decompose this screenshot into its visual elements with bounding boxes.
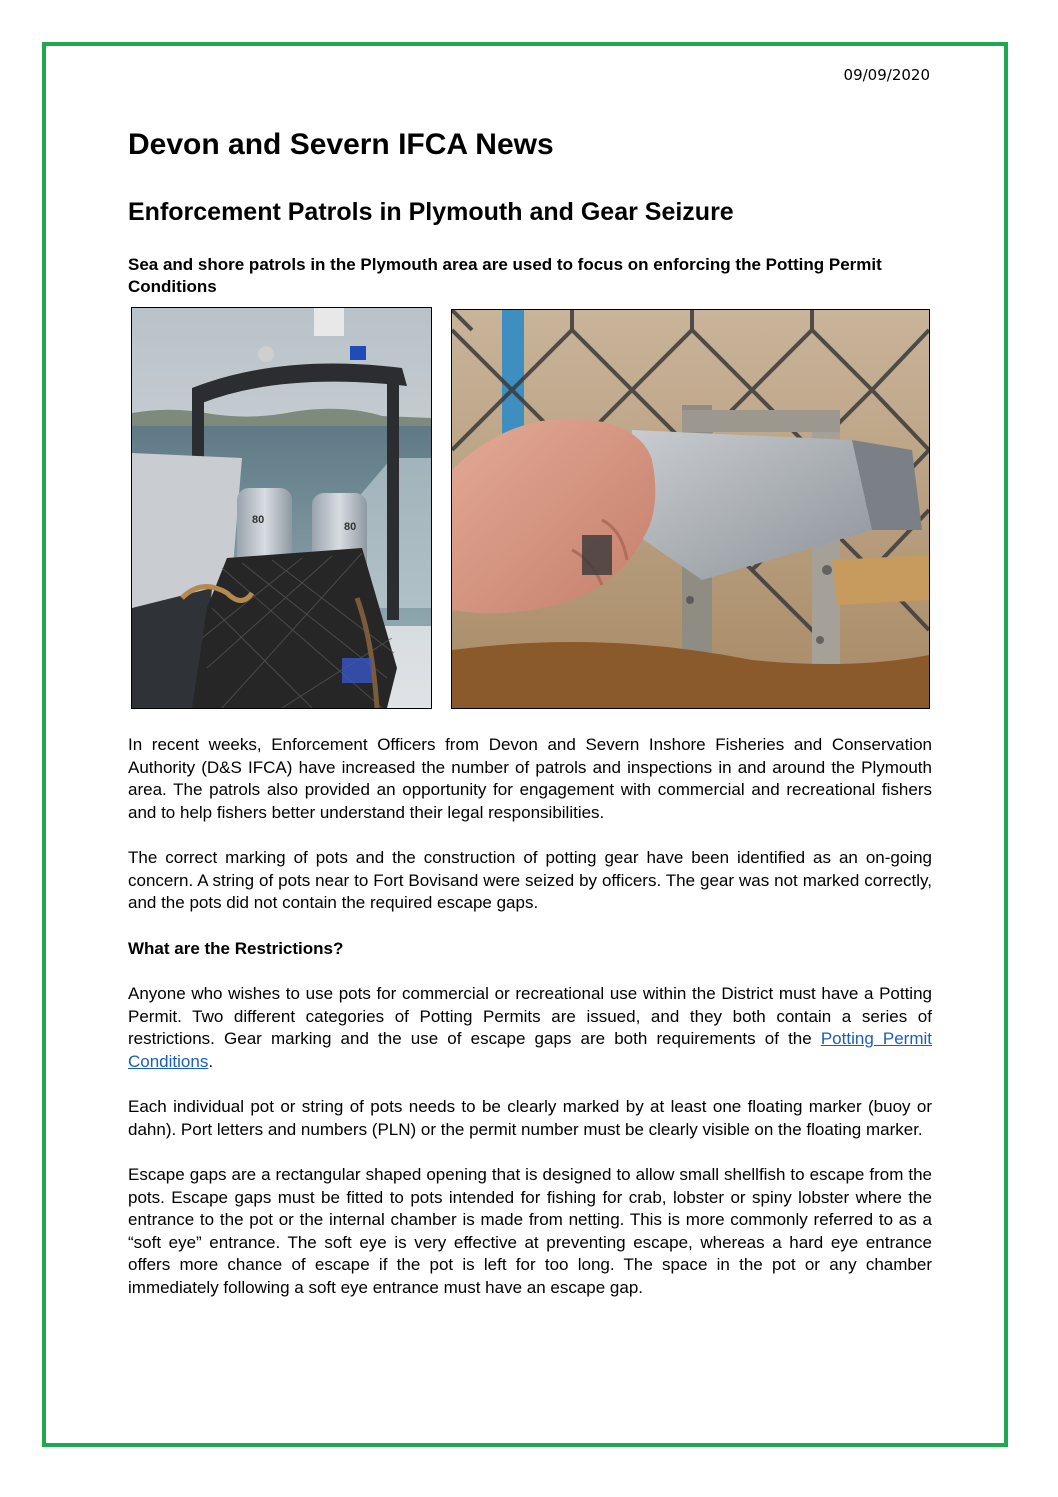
paragraph-permit — [128, 983, 932, 1073]
article-headline: Enforcement Patrols in Plymouth and Gear Seizure — [128, 198, 734, 226]
article-body — [128, 734, 932, 1322]
engine-label-left: 80 — [252, 514, 265, 526]
publication-date: 09/09/2020 — [843, 66, 930, 84]
paragraph-permit-text: Anyone who wishes to use pots for commercial or recreational use within the District must have a Potting Permit. Two different categories of Potting Permits are issued, and they both contain a series of restrictions. Gear marking and the use of escape gaps are both requirements of the — [128, 984, 932, 1048]
escape-gap-gauge-photo — [451, 309, 930, 709]
subheading-restrictions: What are the Restrictions? — [128, 938, 344, 958]
paragraph-patrols: In recent weeks, Enforcement Officers from Devon and Severn Inshore Fisheries and Conservation Authority (D&S IFCA) have increased the number of patrols and inspections in and around the Plymouth area. The patrols also provided an opportunity for engagement with commercial and recreational fishers and to help fishers better understand their legal responsibilities. — [128, 735, 932, 822]
paragraph-marking: Each individual pot or string of pots needs to be clearly marked by at least one floating marker (buoy or dahn). Port letters and numbers (PLN) or the permit number must be clearly visible on the floating marker. — [128, 1097, 932, 1139]
engine-label-right: 80 — [344, 521, 357, 533]
article-lede: Sea and shore patrols in the Plymouth area are used to focus on enforcing the Potting Permit Conditions — [128, 255, 882, 296]
newsletter-title: Devon and Severn IFCA News — [128, 128, 554, 161]
paragraph-escape-gaps: Escape gaps are a rectangular shaped opening that is designed to allow small shellfish to escape from the pots. Escape gaps must be fitted to pots intended for fishing for crab, lobster or spiny lobster where the entrance to the pot or the internal chamber is made from netting. This is more commonly referred to as a “soft eye” entrance. The soft eye is very effective at preventing escape, whereas a hard eye entrance offers more chance of escape if the pot is left for too long. The space in the pot or any chamber immediately following a soft eye entrance must have an escape gap. — [128, 1165, 932, 1297]
patrol-boat-photo — [131, 307, 432, 709]
paragraph-permit-end: . — [208, 1051, 214, 1071]
potting-permit-conditions-link[interactable]: Potting Permit Conditions — [128, 1029, 933, 1071]
paragraph-seizure: The correct marking of pots and the construction of potting gear have been identified as an on-going concern. A string of pots near to Fort Bovisand were seized by officers. The gear was not marked correctly, and the pots did not contain the required escape gaps. — [128, 848, 932, 912]
